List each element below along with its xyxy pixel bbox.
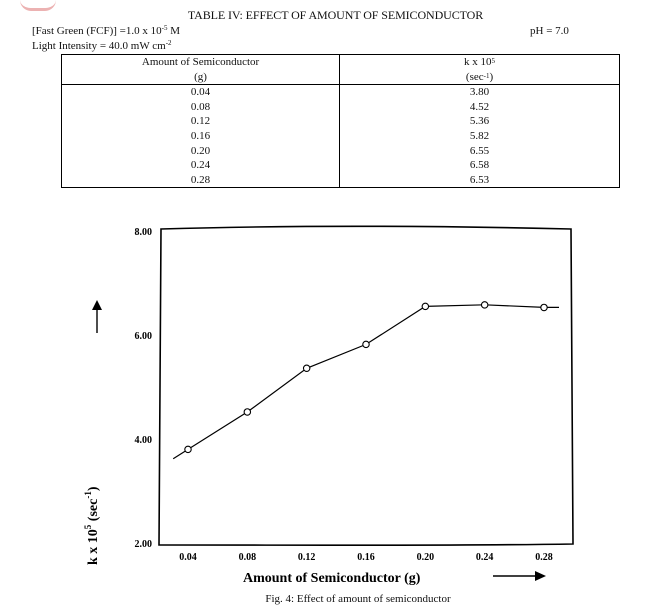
x-axis-arrow	[493, 571, 546, 581]
y-tick-label: 6.00	[134, 331, 152, 342]
y-axis-arrow	[92, 300, 102, 333]
table-row	[62, 100, 620, 115]
table-row	[62, 114, 620, 129]
data-point	[244, 409, 250, 415]
y-axis-label	[83, 486, 101, 565]
cell-amount: 0.12	[62, 114, 340, 129]
concentration-condition: [Fast Green (FCF)] =1.0 x $10^{-5}$ M	[32, 24, 181, 37]
header-amount: Amount of Semiconductor	[62, 55, 340, 70]
x-tick-label: 0.24	[475, 552, 494, 563]
cell-amount: 0.08	[62, 100, 340, 115]
cell-rate: 4.52	[340, 100, 620, 115]
data-point	[185, 446, 191, 452]
cell-rate: 6.58	[340, 158, 620, 173]
y-tick-label: 2.00	[134, 539, 152, 550]
series-line	[173, 305, 559, 459]
y-tick-label: 4.00	[134, 435, 152, 446]
table-header-units-row	[62, 70, 620, 85]
data-point	[303, 365, 309, 371]
cell-rate: 6.53	[340, 173, 620, 188]
header-amount-unit: (g)	[62, 70, 340, 85]
table-row	[62, 144, 620, 159]
table-row	[62, 158, 620, 173]
x-axis-ticks	[179, 552, 553, 563]
header-rate-unit: $(\sec^{-1})$	[340, 70, 620, 85]
table-row	[62, 173, 620, 188]
x-tick-label: 0.08	[238, 552, 257, 563]
cell-amount: 0.20	[62, 144, 340, 159]
table-header-row	[62, 55, 620, 70]
x-tick-label: 0.12	[297, 552, 316, 563]
x-tick-label: 0.20	[416, 552, 435, 563]
cell-rate: 5.82	[340, 129, 620, 144]
table-row	[62, 129, 620, 144]
cell-amount: 0.04	[62, 85, 340, 100]
x-tick-label: 0.04	[179, 552, 197, 563]
data-point	[541, 304, 547, 310]
data-point	[422, 303, 428, 309]
table-row	[62, 85, 620, 100]
data-table	[61, 54, 620, 188]
cell-amount: 0.28	[62, 173, 340, 188]
ph-condition: pH = 7.0	[530, 25, 569, 37]
plot-frame	[159, 226, 573, 545]
cell-rate: 5.36	[340, 114, 620, 129]
svg-text:k x 105 (sec-1): k x $10^5$ $(\sec^{-1})$	[83, 486, 101, 565]
cell-rate: 3.80	[340, 85, 620, 100]
x-tick-label: 0.16	[357, 552, 375, 563]
x-axis-label: Amount of Semiconductor (g)	[243, 571, 421, 586]
data-points	[185, 302, 547, 453]
cell-rate: 6.55	[340, 144, 620, 159]
table-title: TABLE IV: EFFECT OF AMOUNT OF SEMICONDUCTOR	[187, 8, 484, 22]
header-rate: k x $10^5$	[340, 55, 620, 70]
line-chart	[0, 200, 671, 592]
cell-amount: 0.24	[62, 158, 340, 173]
light-intensity-condition: Light Intensity = 40.0 mW $cm^{-2}$	[32, 39, 172, 52]
x-tick-label: 0.28	[535, 552, 553, 563]
figure-caption: Fig. 4: Effect of amount of semiconductor	[265, 593, 451, 605]
cell-amount: 0.16	[62, 129, 340, 144]
data-point	[481, 302, 487, 308]
y-tick-label: 8.00	[134, 227, 152, 238]
y-axis-ticks	[135, 227, 153, 550]
data-point	[363, 341, 369, 347]
